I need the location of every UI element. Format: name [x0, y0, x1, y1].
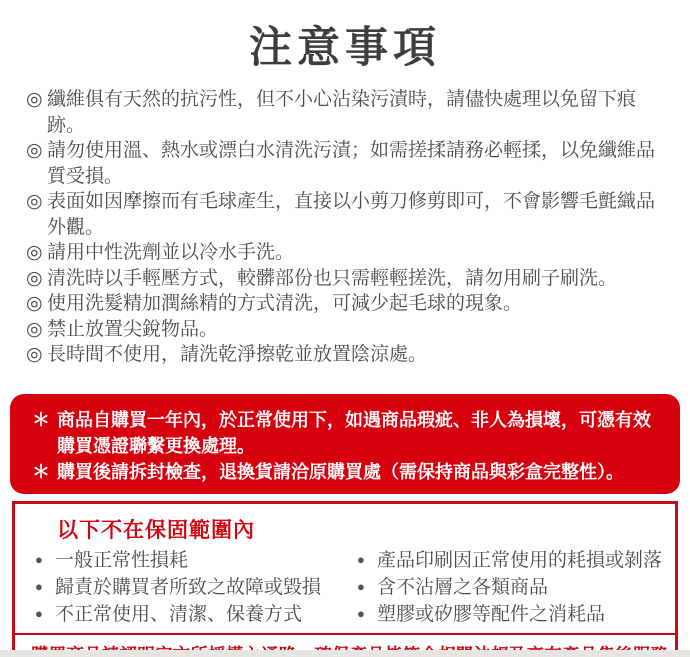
- dot-bullet-icon: ●: [357, 552, 365, 567]
- exclusion-text: 一般正常性損耗: [55, 550, 189, 571]
- care-note-text: 纖維俱有天然的抗污性，但不小心沾染污漬時，請儘快處理以免留下痕跡。: [47, 89, 637, 136]
- exclusion-item: [355, 601, 675, 628]
- care-note-item: [26, 342, 668, 368]
- care-note-text: 清洗時以手輕壓方式，較髒部份也只需輕輕搓洗，請勿用刷子刷洗。: [47, 267, 618, 289]
- asterisk-icon: ＊: [32, 410, 50, 430]
- double-circle-bullet-icon: ◎: [26, 191, 43, 212]
- care-note-item: [26, 291, 668, 317]
- exclusion-text: 產品印刷因正常使用的耗損或剝落: [377, 550, 663, 571]
- exclusion-text: 不正常使用、清潔、保養方式: [55, 604, 303, 625]
- double-circle-bullet-icon: ◎: [26, 89, 43, 110]
- care-note-text: 表面如因摩擦而有毛球產生，直接以小剪刀修剪即可，不會影響毛氈織品外觀。: [47, 191, 656, 238]
- care-note-text: 請勿使用溫、熱水或漂白水清洗污漬；如需搓揉請務必輕揉，以免纖維品質受損。: [47, 140, 656, 187]
- warranty-text: 購買後請拆封檢查，退換貨請洽原購買處（需保持商品與彩盒完整性）。: [57, 462, 624, 482]
- dot-bullet-icon: ●: [35, 606, 43, 621]
- exclusion-item: [33, 601, 355, 628]
- exclusion-item: [33, 574, 355, 601]
- bottom-divider-strip: [0, 650, 690, 657]
- exclusions-columns: [33, 547, 675, 628]
- care-note-item: [26, 266, 668, 292]
- care-note-item: [26, 240, 668, 266]
- dot-bullet-icon: ●: [357, 579, 365, 594]
- exclusion-item: [355, 574, 675, 601]
- warranty-item: [32, 459, 668, 485]
- double-circle-bullet-icon: ◎: [26, 267, 43, 289]
- exclusions-right-list: [355, 547, 675, 628]
- care-note-text: 長時間不使用，請洗乾淨擦乾並放置陰涼處。: [47, 344, 428, 365]
- exclusions-title: 以下不在保固範圍內: [57, 519, 255, 542]
- dot-bullet-icon: ●: [35, 552, 43, 567]
- double-circle-bullet-icon: ◎: [26, 318, 43, 340]
- dot-bullet-icon: ●: [357, 606, 365, 621]
- double-circle-bullet-icon: ◎: [26, 242, 43, 263]
- page-title: 注意事項: [249, 24, 441, 72]
- warranty-text: 商品自購買一年內，於正常使用下，如遇商品瑕疵、非人為損壞，可憑有效購買憑證聯繫更換處理。: [57, 410, 651, 456]
- warranty-item: [32, 407, 668, 459]
- warranty-panel: [10, 394, 680, 494]
- exclusion-item: [355, 547, 675, 574]
- care-note-item: [26, 189, 668, 240]
- care-note-item: [26, 317, 668, 343]
- exclusions-panel: [12, 501, 678, 657]
- care-note-text: 禁止放置尖銳物品。: [47, 318, 219, 340]
- care-note-text: 使用洗髮精加潤絲精的方式清洗，可減少起毛球的現象。: [47, 293, 523, 314]
- exclusion-text: 歸責於購買者所致之故障或毀損: [55, 577, 322, 598]
- asterisk-icon: ＊: [32, 462, 50, 482]
- exclusions-left-list: [33, 547, 355, 628]
- double-circle-bullet-icon: ◎: [26, 140, 43, 161]
- double-circle-bullet-icon: ◎: [26, 293, 43, 314]
- double-circle-bullet-icon: ◎: [26, 344, 43, 365]
- care-notes-list: [26, 87, 668, 374]
- exclusion-text: 含不沾層之各類商品: [377, 577, 549, 598]
- care-note-item: [26, 87, 668, 138]
- care-note-text: 請用中性洗劑並以冷水手洗。: [47, 242, 295, 263]
- exclusion-item: [33, 547, 355, 574]
- care-note-item: [26, 138, 668, 189]
- exclusion-text: 塑膠或矽膠等配件之消耗品: [377, 604, 606, 625]
- dot-bullet-icon: ●: [35, 579, 43, 594]
